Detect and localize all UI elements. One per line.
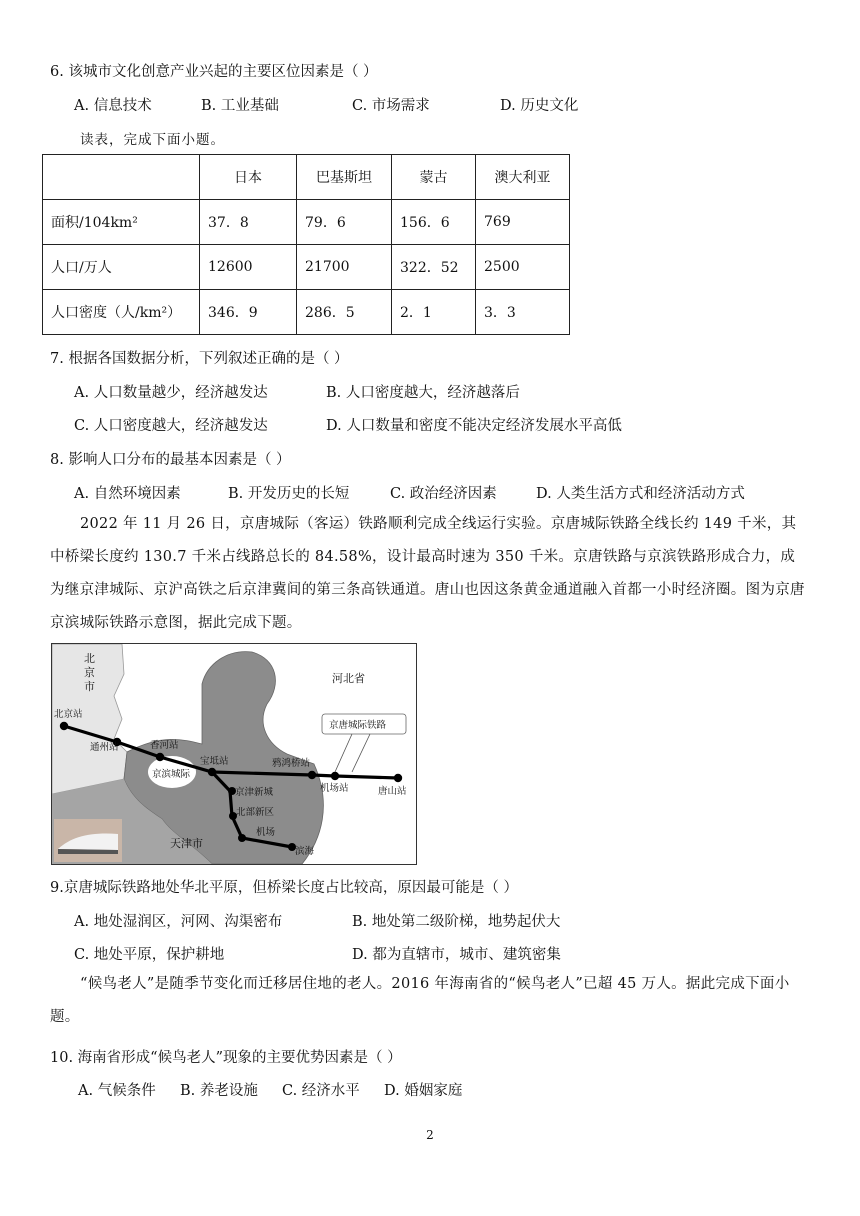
table-header-cell: 蒙古 [392, 155, 476, 200]
table-header-row [43, 155, 570, 200]
table-cell: 面积/104km² [43, 200, 200, 245]
q6-option-a: A. 信息技术 [74, 98, 152, 114]
table-row [43, 290, 570, 335]
station-label: 通州站 [90, 742, 119, 753]
q6-stem: 6. 该城市文化创意产业兴起的主要区位因素是（ ） [50, 64, 378, 80]
population-table [42, 154, 570, 335]
q7-option-b: B. 人口密度越大，经济越落后 [326, 385, 520, 401]
station-dot [208, 768, 216, 776]
railway-map [51, 643, 417, 865]
q8-option-c: C. 政治经济因素 [390, 486, 497, 502]
page-number: 2 [426, 1128, 434, 1142]
station-label: 香河站 [150, 740, 179, 751]
q10-option-b: B. 养老设施 [180, 1083, 258, 1099]
station-label: 鸦鸿桥站 [272, 758, 311, 769]
passage-migratory-elderly: “候鸟老人”是随季节变化而迁移居住地的老人。2016 年海南省的“候鸟老人”已超 45 万人。据此完成下面小题。 [50, 976, 790, 1025]
table-cell: 2500 [476, 245, 570, 290]
region-label-beijing-2: 京 [84, 666, 95, 679]
region-label-tianjin: 天津市 [170, 837, 203, 850]
q10-option-a: A. 气候条件 [78, 1083, 156, 1099]
station-dot [156, 753, 164, 761]
q8-option-b: B. 开发历史的长短 [228, 486, 350, 502]
table-cell: 2．1 [392, 290, 476, 335]
railway-map-svg [52, 644, 416, 864]
table-intro: 读表，完成下面小题。 [80, 132, 225, 148]
q8-option-a: A. 自然环境因素 [74, 486, 181, 502]
table-header-cell: 日本 [200, 155, 297, 200]
q10-option-d: D. 婚姻家庭 [384, 1083, 463, 1099]
station-label: 机场站 [320, 783, 349, 794]
station-dot [238, 834, 246, 842]
q10-stem: 10. 海南省形成“候鸟老人”现象的主要优势因素是（ ） [50, 1050, 402, 1066]
q9-stem: 9.京唐城际铁路地处华北平原，但桥梁长度占比较高，原因最可能是（ ） [50, 880, 518, 896]
q7-option-c: C. 人口密度越大，经济越发达 [74, 418, 268, 434]
station-dot [308, 771, 316, 779]
table-cell: 12600 [200, 245, 297, 290]
q9-option-c: C. 地处平原，保护耕地 [74, 947, 225, 963]
legend-label: 京唐城际铁路 [329, 720, 387, 731]
table-cell: 286．5 [297, 290, 392, 335]
region-label-beijing-1: 北 [84, 652, 95, 665]
q10-option-c: C. 经济水平 [282, 1083, 360, 1099]
table-cell: 3．3 [476, 290, 570, 335]
table-cell: 156．6 [392, 200, 476, 245]
q9-option-d: D. 都为直辖市，城市、建筑密集 [352, 947, 561, 963]
q7-option-a: A. 人口数量越少，经济越发达 [74, 385, 268, 401]
q9-option-a: A. 地处湿润区，河网、沟渠密布 [74, 914, 283, 930]
station-label: 机场 [256, 827, 276, 838]
station-label: 北部新区 [236, 807, 275, 818]
region-label-hebei: 河北省 [332, 672, 365, 685]
station-label: 唐山站 [378, 786, 407, 797]
station-dot [394, 774, 402, 782]
table-row [43, 245, 570, 290]
table-row [43, 200, 570, 245]
table-cell: 37．8 [200, 200, 297, 245]
table-cell: 人口密度（人/km²） [43, 290, 200, 335]
table-cell: 322．52 [392, 245, 476, 290]
station-dot [331, 772, 339, 780]
q6-option-c: C. 市场需求 [352, 98, 430, 114]
station-label: 宝坻站 [200, 756, 229, 767]
region-label-beijing-3: 市 [84, 680, 95, 693]
q7-option-d: D. 人口数量和密度不能决定经济发展水平高低 [326, 418, 622, 434]
station-label: 滨海 [295, 846, 315, 857]
q6-option-b: B. 工业基础 [201, 98, 279, 114]
table-cell: 21700 [297, 245, 392, 290]
table-cell: 769 [476, 200, 570, 245]
station-label: 京滨城际 [152, 769, 191, 780]
station-dot [60, 722, 68, 730]
station-label: 北京站 [54, 709, 83, 720]
q7-stem: 7. 根据各国数据分析，下列叙述正确的是（ ） [50, 351, 349, 367]
q8-stem: 8. 影响人口分布的最基本因素是（ ） [50, 452, 291, 468]
q8-option-d: D. 人类生活方式和经济活动方式 [536, 486, 745, 502]
q9-option-b: B. 地处第二级阶梯，地势起伏大 [352, 914, 561, 930]
table-header-cell: 巴基斯坦 [297, 155, 392, 200]
table-cell: 346．9 [200, 290, 297, 335]
station-label: 京津新城 [235, 787, 274, 798]
table-cell: 79．6 [297, 200, 392, 245]
q6-option-d: D. 历史文化 [500, 98, 579, 114]
passage-jingtang-railway: 2022 年 11 月 26 日，京唐城际（客运）铁路顺利完成全线运行实验。京唐城际铁路全线长约 149 千米，其中桥梁长度约 130.7 千米占线路总长的 84.58%，设计最高时速为 350 千米。京唐铁路与京滨铁路形成合力，成为继京津城际、京沪高铁之后京津冀间的第三条高铁通道。唐山也因这条黄金通道融入首都一小时经济圈。图为京唐京滨城际铁路示意图，据此完成下题。 [50, 516, 805, 631]
table-header-cell [43, 155, 200, 200]
table-header-cell: 澳大利亚 [476, 155, 570, 200]
table-cell: 人口/万人 [43, 245, 200, 290]
